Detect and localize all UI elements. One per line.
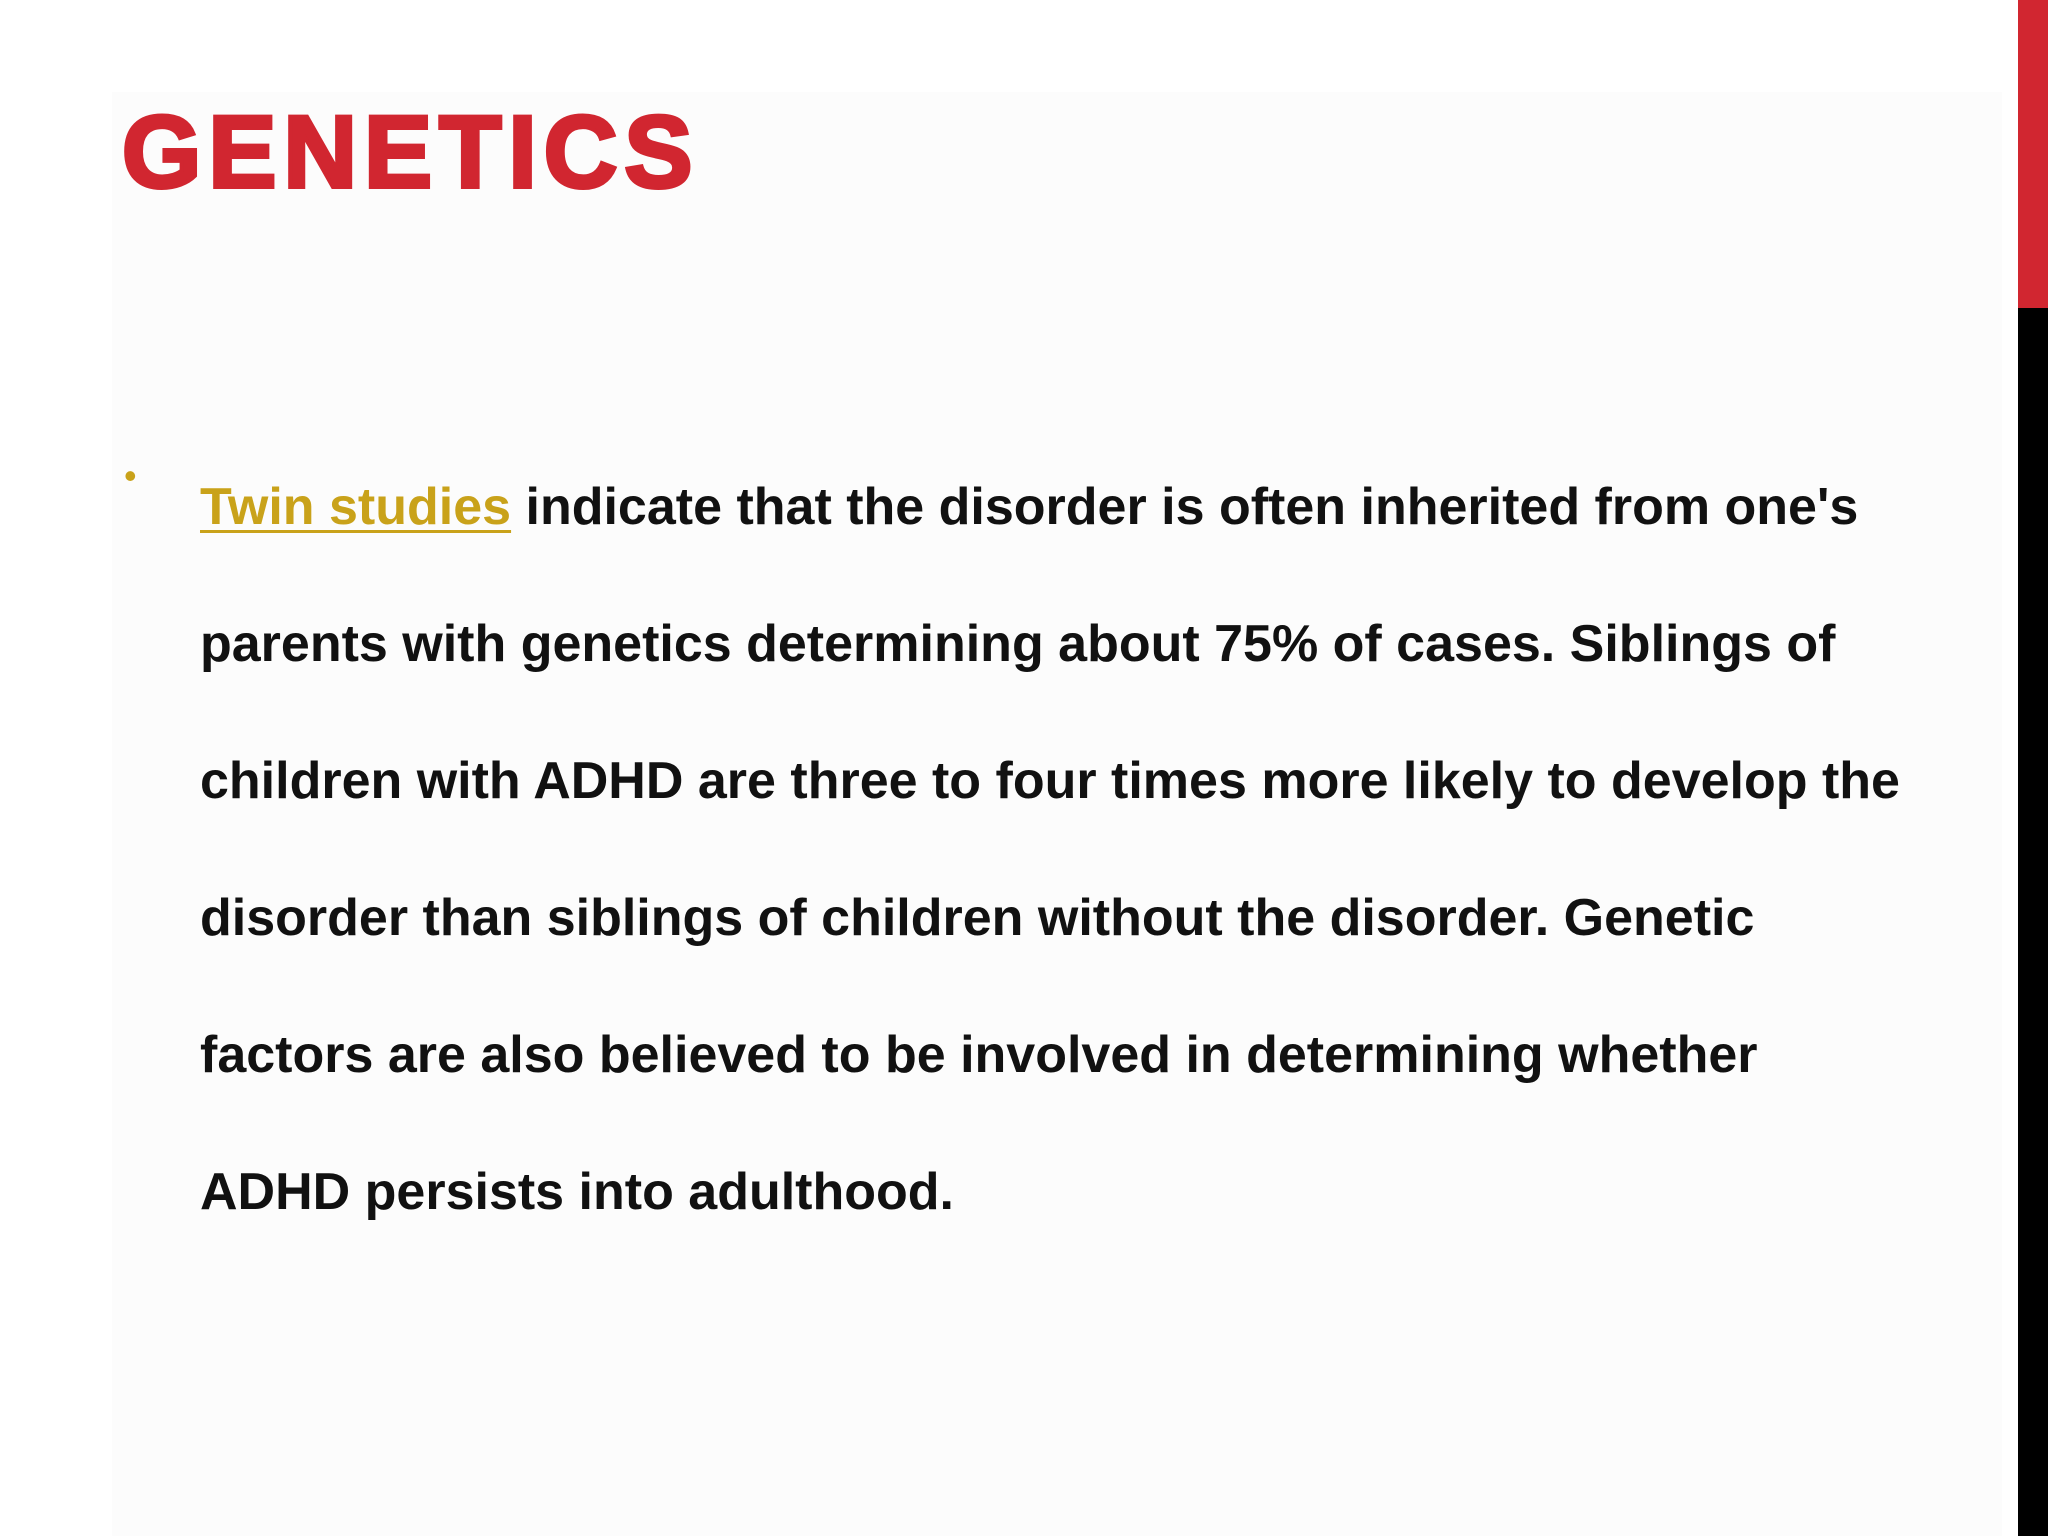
slide-title: GENETICS: [122, 95, 700, 209]
twin-studies-link[interactable]: Twin studies: [200, 478, 512, 536]
bullet-body-text: indicate that the disorder is often inherited from one's parents with genetics determining about 75% of cases. Siblings of children with ADHD are three to four times more likely to develop the disorder than siblings of children without the disorder. Genetic factors are also believed to be involved in determining whether ADHD persists into adulthood.: [200, 478, 1900, 1221]
accent-bar-red: [2018, 0, 2048, 308]
bullet-text: [200, 439, 1900, 1261]
bullet-list: [122, 455, 1900, 1261]
bullet-marker: •: [124, 455, 137, 496]
accent-bar-black: [2018, 308, 2048, 1536]
bullet-item: [122, 439, 1900, 1261]
